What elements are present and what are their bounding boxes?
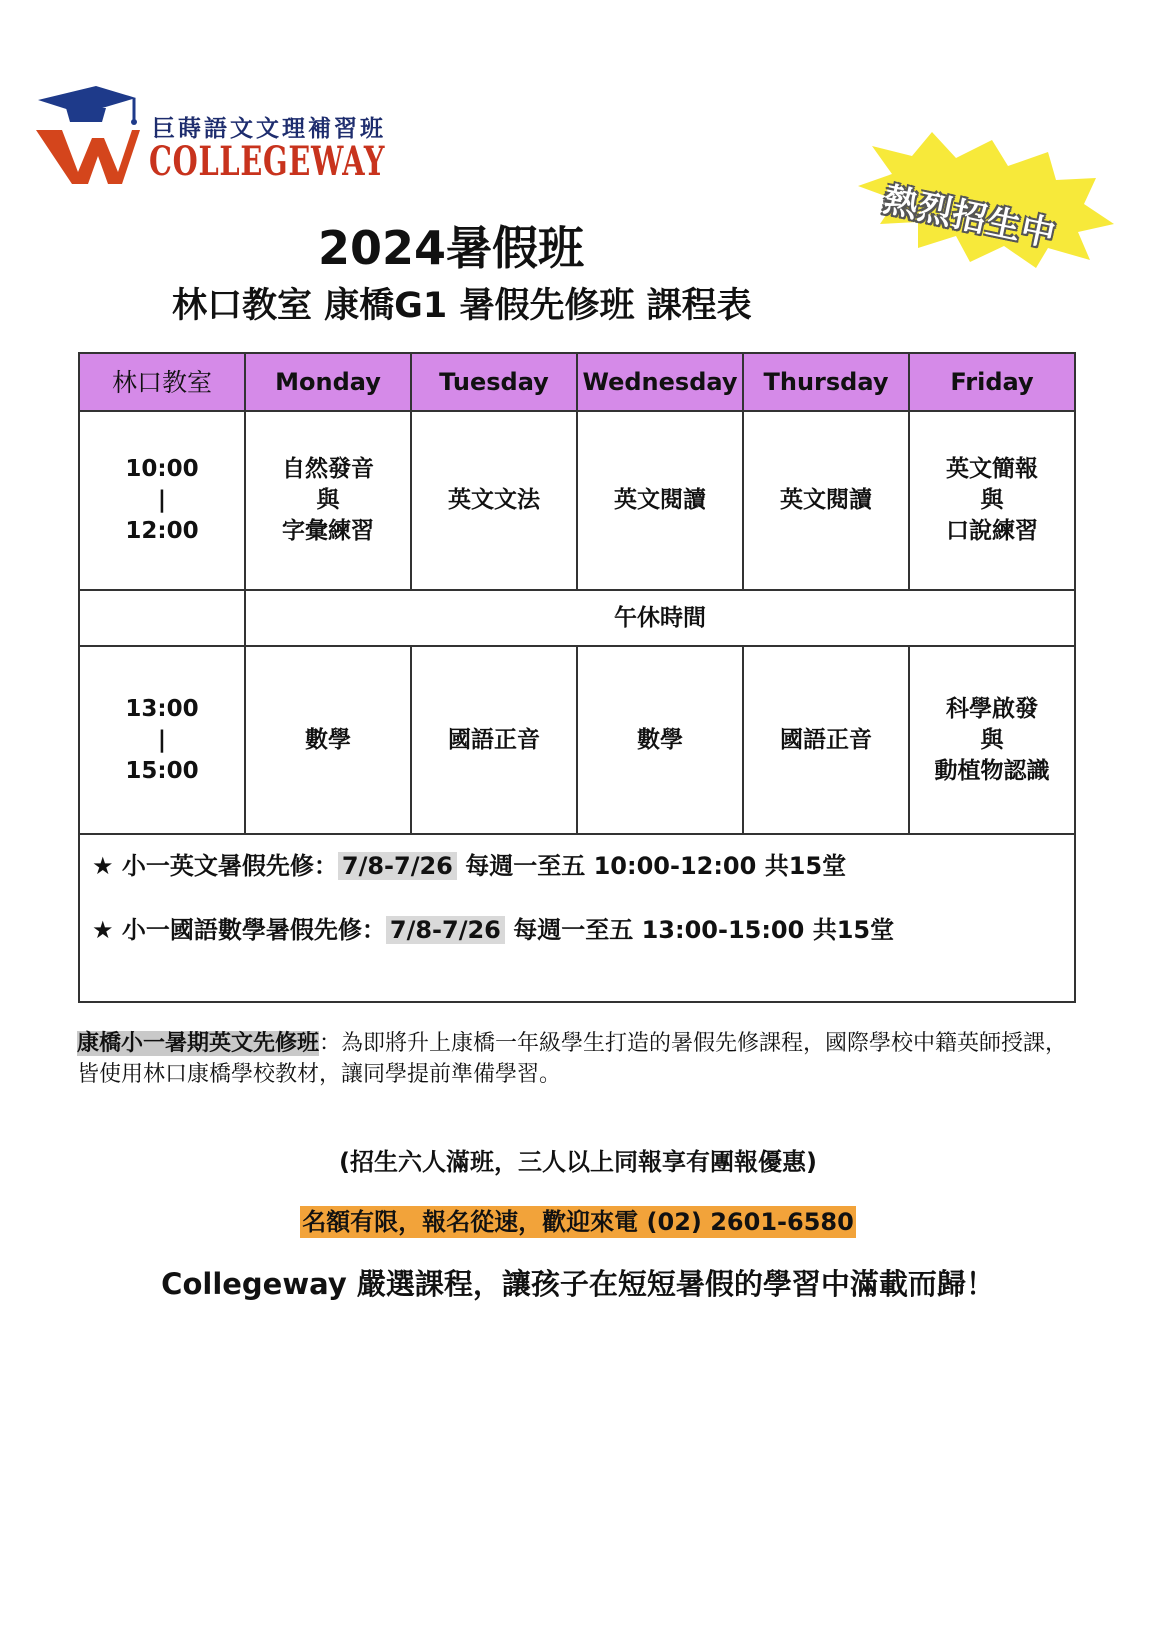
enrollment-badge: [852, 128, 1122, 268]
course-line: 與: [316, 487, 340, 513]
description-body: ：為即將升上康橋一年級學生打造的暑假先修課程，國際學校中籍英師授課，皆使用林口康橋學校教材，讓同學提前準備學習。: [77, 1031, 1068, 1087]
course-cell-monday-am: [245, 411, 411, 590]
header-thursday: Thursday: [743, 353, 909, 411]
afternoon-row: [79, 646, 1075, 834]
description-title: 康橋小一暑期英文先修班: [77, 1031, 320, 1056]
course-cell-friday-am: [909, 411, 1075, 590]
time-separator: |: [157, 487, 167, 513]
note-dates: 7/8-7/26: [386, 916, 505, 944]
morning-row: [79, 411, 1075, 590]
english-course-note: [92, 849, 1074, 883]
course-line: 數學: [305, 726, 351, 753]
schedule-notes: [79, 834, 1075, 1002]
course-line: 英文閱讀: [780, 487, 872, 513]
course-line: 英文簡報: [946, 456, 1038, 482]
collegeway-logo: [36, 86, 406, 196]
logo-chinese-name: 巨蒔語文文理補習班: [152, 115, 386, 142]
graduation-cap-w-icon: [36, 86, 156, 196]
time-start: 10:00: [125, 456, 199, 482]
time-end: 12:00: [125, 518, 199, 544]
lunch-time-cell: [79, 590, 245, 646]
course-cell-monday-pm: [245, 646, 411, 834]
lunch-break-label: 午休時間: [245, 590, 1075, 646]
logo-english-name: COLLEGEWAY: [149, 138, 386, 185]
course-line: 與: [980, 487, 1004, 513]
notes-row: [79, 834, 1075, 1002]
course-line: 數學: [637, 726, 683, 753]
course-cell-wednesday-pm: [577, 646, 743, 834]
course-line: 口說練習: [946, 518, 1038, 544]
course-line: 自然發音: [282, 456, 374, 482]
badge-text: 熱烈招生中: [880, 179, 1060, 256]
course-line: 與: [980, 726, 1004, 753]
course-cell-friday-pm: [909, 646, 1075, 834]
note-dates: 7/8-7/26: [338, 852, 457, 880]
slogan: Collegeway 嚴選課程，讓孩子在短短暑假的學習中滿載而歸！: [161, 1267, 995, 1301]
course-cell-tuesday-am: [411, 411, 577, 590]
time-start: 13:00: [125, 695, 199, 722]
course-line: 英文文法: [448, 487, 540, 513]
course-cell-thursday-am: [743, 411, 909, 590]
lunch-row: [79, 590, 1075, 646]
course-description: [77, 1028, 1077, 1090]
page-title: 2024暑假班: [318, 221, 585, 275]
note-detail: 每週一至五 13:00-15:00 共15堂: [504, 916, 895, 944]
header-friday: Friday: [909, 353, 1075, 411]
header-tuesday: Tuesday: [411, 353, 577, 411]
course-line: 字彙練習: [282, 518, 374, 544]
course-cell-tuesday-pm: [411, 646, 577, 834]
table-header-row: [79, 353, 1075, 411]
chinese-math-course-note: [92, 913, 1074, 947]
course-line: 動植物認識: [934, 757, 1050, 784]
enrollment-note: (招生六人滿班，三人以上同報享有團報優惠): [339, 1148, 817, 1176]
course-cell-thursday-pm: [743, 646, 909, 834]
afternoon-time: [79, 646, 245, 834]
course-cell-wednesday-am: [577, 411, 743, 590]
course-line: 英文閱讀: [614, 487, 706, 513]
header-wednesday: Wednesday: [577, 353, 743, 411]
course-line: 國語正音: [780, 726, 872, 753]
course-line: 科學啟發: [946, 695, 1038, 722]
header-classroom: 林口教室: [79, 353, 245, 411]
page-subtitle: 林口教室 康橋G1 暑假先修班 課程表: [172, 286, 752, 326]
note-prefix: ★ 小一英文暑假先修：: [92, 852, 338, 880]
note-detail: 每週一至五 10:00-12:00 共15堂: [456, 852, 847, 880]
contact-line: [0, 1202, 1156, 1237]
header-monday: Monday: [245, 353, 411, 411]
morning-time: [79, 411, 245, 590]
schedule-table: [78, 352, 1076, 1003]
note-prefix: ★ 小一國語數學暑假先修：: [92, 916, 386, 944]
contact-highlight: 名額有限，報名從速，歡迎來電 (02) 2601-6580: [302, 1208, 854, 1236]
time-end: 15:00: [125, 757, 199, 784]
course-line: 國語正音: [448, 726, 540, 753]
time-separator: |: [157, 726, 167, 753]
